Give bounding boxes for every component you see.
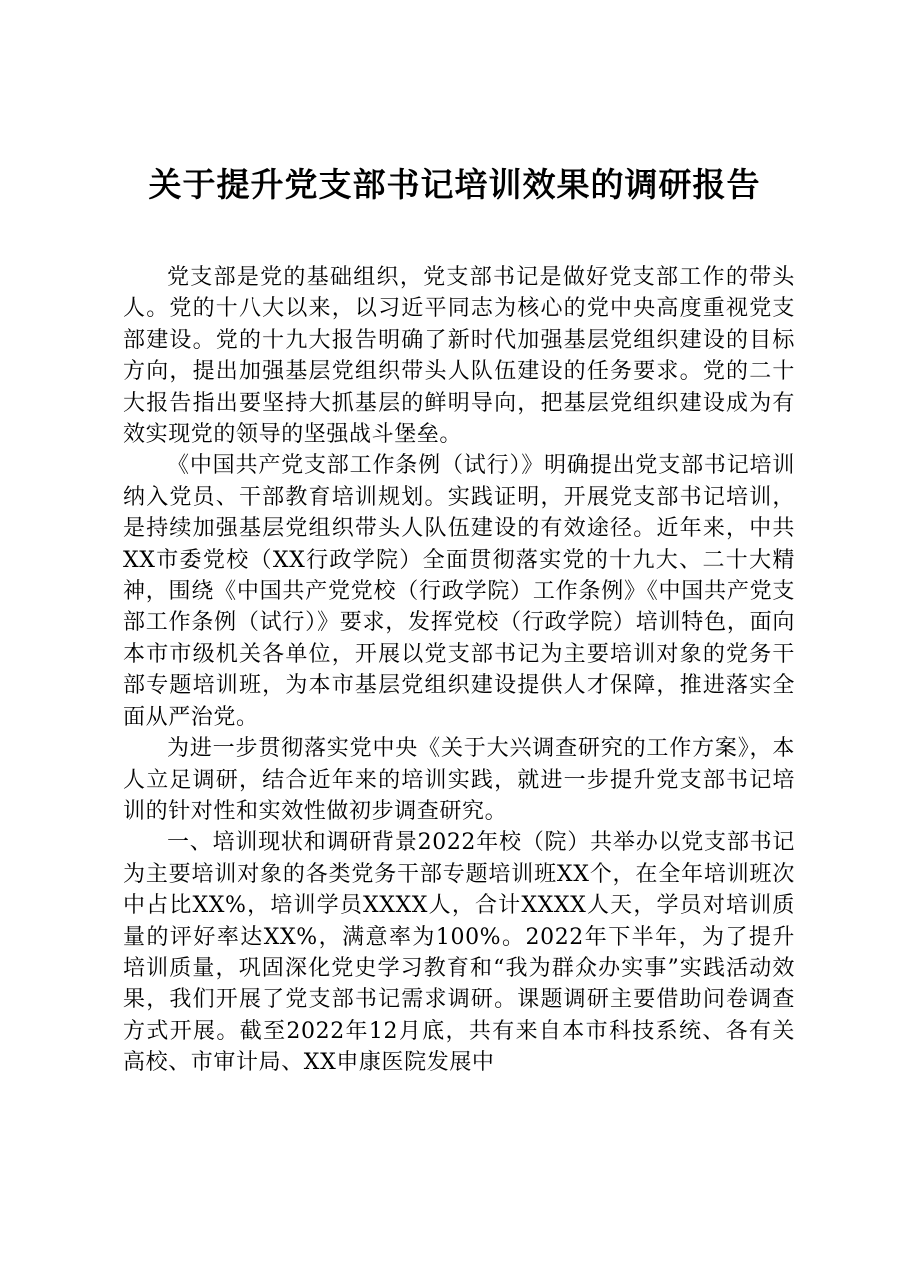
paragraph-section-one: 一、培训现状和调研背景2022年校（院）共举办以党支部书记为主要培训对象的各类党务干部专题培训班XX个，在全年培训班次中占比XX%，培训学员XXXX人，合计XXXX人天，学员对培训质量的评好率达XX%，满意率为100%。2022年下半年，为了提升培训质量，巩固深化党史学习教育和“我为群众办实事”实践活动效果，我们开展了党支部书记需求调研。课题调研主要借助问卷调查方式开展。截至2022年12月底，共有来自本市科技系统、各有关高校、市审计局、XX申康医院发展中 [123,830,795,1076]
document-body [123,262,795,1079]
paragraph-intro: 党支部是党的基础组织，党支部书记是做好党支部工作的带头人。党的十八大以来，以习近平同志为核心的党中央高度重视党支部建设。党的十九大报告明确了新时代加强基层党组织建设的目标方向，提出加强基层党组织带头人队伍建设的任务要求。党的二十大报告指出要坚持大抓基层的鲜明导向，把基层党组织建设成为有效实现党的领导的坚强战斗堡垒。 [123,265,795,448]
paragraph-regulation: 《中国共产党支部工作条例（试行）》明确提出党支部书记培训纳入党员、干部教育培训规划。实践证明，开展党支部书记培训，是持续加强基层党组织带头人队伍建设的有效途径。近年来，中共XX市委党校（XX行政学院）全面贯彻落实党的十九大、二十大精神，围绕《中国共产党党校（行政学院）工作条例》《中国共产党支部工作条例（试行）》要求，发挥党校（行政学院）培训特色，面向本市市级机关各单位，开展以党支部书记为主要培训对象的党务干部专题培训班，为本市基层党组织建设提供人才保障，推进落实全面从严治党。 [123,453,795,730]
paragraph-purpose: 为进一步贯彻落实党中央《关于大兴调查研究的工作方案》，本人立足调研，结合近年来的培训实践，就进一步提升党支部书记培训的针对性和实效性做初步调查研究。 [123,736,795,824]
document-title: 关于提升党支部书记培训效果的调研报告 [148,165,761,204]
